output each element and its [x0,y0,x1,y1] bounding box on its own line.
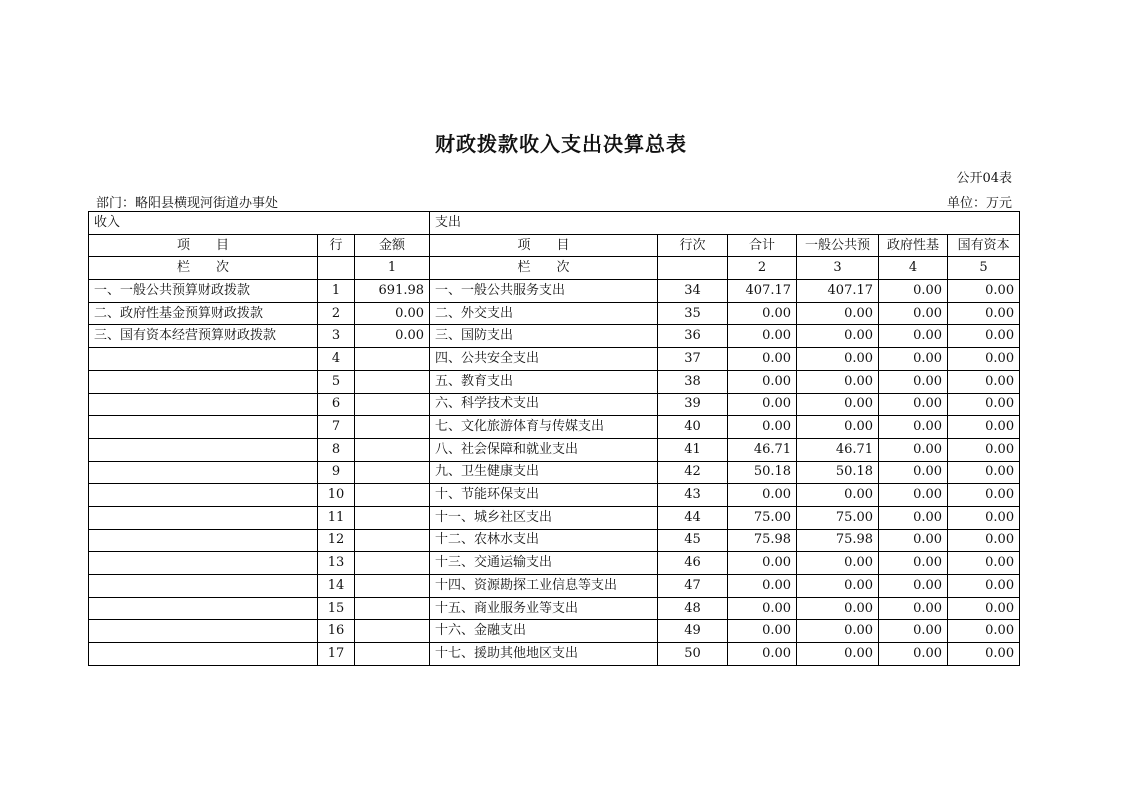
income-section-header: 收入 [89,212,430,235]
expense-item-cell: 十七、援助其他地区支出 [430,643,658,666]
total-cell: 0.00 [728,575,797,598]
total-cell: 46.71 [728,438,797,461]
total-cell: 0.00 [728,370,797,393]
general-budget-cell: 0.00 [797,620,879,643]
amount-cell [355,552,430,575]
general-budget-cell: 0.00 [797,597,879,620]
amount-cell: 691.98 [355,280,430,303]
section-header-row [89,212,1020,235]
expense-item-cell: 十一、城乡社区支出 [430,506,658,529]
expense-row-number-cell: 41 [658,438,728,461]
expense-item-cell: 二、外交支出 [430,302,658,325]
column-index-label-right: 栏 次 [430,257,658,280]
amount-cell [355,506,430,529]
expense-item-cell: 一、一般公共服务支出 [430,280,658,303]
gov-fund-cell: 0.00 [879,393,948,416]
expense-row-number-cell: 39 [658,393,728,416]
gov-fund-cell: 0.00 [879,506,948,529]
total-cell: 0.00 [728,552,797,575]
state-capital-cell: 0.00 [948,506,1020,529]
general-budget-cell: 0.00 [797,552,879,575]
total-cell: 0.00 [728,302,797,325]
table-row [89,643,1020,666]
row-number-cell: 10 [318,484,355,507]
table-row [89,348,1020,371]
table-row [89,506,1020,529]
total-cell: 0.00 [728,484,797,507]
unit-label: 单位：万元 [946,196,1012,211]
expense-row-number-cell: 49 [658,620,728,643]
state-capital-cell: 0.00 [948,280,1020,303]
expense-row-number-cell: 47 [658,575,728,598]
expense-item-cell: 三、国防支出 [430,325,658,348]
gov-fund-cell: 0.00 [879,370,948,393]
gov-fund-cell: 0.00 [879,302,948,325]
column-index-row-no-right [658,257,728,280]
table-row [89,484,1020,507]
expense-item-cell: 十三、交通运输支出 [430,552,658,575]
amount-cell [355,620,430,643]
general-budget-cell: 0.00 [797,484,879,507]
general-budget-cell: 75.00 [797,506,879,529]
gov-fund-cell: 0.00 [879,416,948,439]
income-item-cell [89,643,318,666]
table-row [89,416,1020,439]
expense-row-number-cell: 38 [658,370,728,393]
table-row [89,438,1020,461]
expense-item-cell: 十、节能环保支出 [430,484,658,507]
state-capital-cell: 0.00 [948,325,1020,348]
table-row [89,597,1020,620]
amount-cell [355,484,430,507]
expense-row-no-header: 行次 [658,234,728,257]
column-index-fund: 4 [879,257,948,280]
table-row [89,552,1020,575]
income-item-cell: 一、一般公共预算财政拨款 [89,280,318,303]
income-item-cell [89,484,318,507]
column-index-row [89,257,1020,280]
state-capital-cell: 0.00 [948,302,1020,325]
state-capital-cell: 0.00 [948,438,1020,461]
income-item-header: 项 目 [89,234,318,257]
expense-item-cell: 十五、商业服务业等支出 [430,597,658,620]
row-number-cell: 2 [318,302,355,325]
expense-item-cell: 十二、农林水支出 [430,529,658,552]
amount-cell [355,575,430,598]
income-item-cell [89,370,318,393]
document-title: 财政拨款收入支出决算总表 [435,132,687,156]
total-cell: 0.00 [728,620,797,643]
gov-fund-cell: 0.00 [879,280,948,303]
general-budget-cell: 0.00 [797,370,879,393]
gov-fund-cell: 0.00 [879,575,948,598]
state-capital-cell: 0.00 [948,393,1020,416]
expense-row-number-cell: 45 [658,529,728,552]
total-cell: 0.00 [728,416,797,439]
state-capital-cell: 0.00 [948,620,1020,643]
column-index-label-left: 栏 次 [89,257,318,280]
state-capital-cell: 0.00 [948,416,1020,439]
income-item-cell [89,348,318,371]
expense-row-number-cell: 35 [658,302,728,325]
table-row [89,302,1020,325]
state-capital-cell: 0.00 [948,461,1020,484]
expense-row-number-cell: 43 [658,484,728,507]
gov-fund-header: 政府性基 [879,234,948,257]
row-number-cell: 5 [318,370,355,393]
amount-cell: 0.00 [355,302,430,325]
state-capital-cell: 0.00 [948,370,1020,393]
row-number-cell: 7 [318,416,355,439]
row-number-cell: 17 [318,643,355,666]
total-cell: 75.00 [728,506,797,529]
row-number-cell: 1 [318,280,355,303]
general-budget-cell: 0.00 [797,393,879,416]
state-capital-header: 国有资本 [948,234,1020,257]
table-row [89,393,1020,416]
gov-fund-cell: 0.00 [879,484,948,507]
row-no-header: 行 [318,234,355,257]
table-row [89,575,1020,598]
general-budget-cell: 0.00 [797,643,879,666]
general-budget-cell: 46.71 [797,438,879,461]
expense-item-cell: 九、卫生健康支出 [430,461,658,484]
gov-fund-cell: 0.00 [879,438,948,461]
gov-fund-cell: 0.00 [879,552,948,575]
column-index-capital: 5 [948,257,1020,280]
total-cell: 50.18 [728,461,797,484]
income-item-cell [89,416,318,439]
general-budget-cell: 0.00 [797,348,879,371]
table-row [89,620,1020,643]
amount-cell [355,461,430,484]
column-header-row [89,234,1020,257]
total-header: 合计 [728,234,797,257]
income-item-cell [89,552,318,575]
income-item-cell: 二、政府性基金预算财政拨款 [89,302,318,325]
income-item-cell [89,529,318,552]
expense-section-header: 支出 [430,212,1020,235]
expense-item-cell: 八、社会保障和就业支出 [430,438,658,461]
expense-row-number-cell: 42 [658,461,728,484]
gov-fund-cell: 0.00 [879,529,948,552]
income-item-cell: 三、国有资本经营预算财政拨款 [89,325,318,348]
state-capital-cell: 0.00 [948,597,1020,620]
general-budget-cell: 0.00 [797,325,879,348]
table-row [89,280,1020,303]
table-row [89,370,1020,393]
row-number-cell: 8 [318,438,355,461]
row-number-cell: 6 [318,393,355,416]
gov-fund-cell: 0.00 [879,643,948,666]
general-budget-cell: 0.00 [797,302,879,325]
gov-fund-cell: 0.00 [879,325,948,348]
gov-fund-cell: 0.00 [879,597,948,620]
gov-fund-cell: 0.00 [879,348,948,371]
amount-cell [355,370,430,393]
column-index-general: 3 [797,257,879,280]
general-budget-cell: 407.17 [797,280,879,303]
row-number-cell: 9 [318,461,355,484]
amount-cell [355,597,430,620]
row-number-cell: 3 [318,325,355,348]
amount-cell [355,416,430,439]
state-capital-cell: 0.00 [948,484,1020,507]
row-number-cell: 14 [318,575,355,598]
expense-row-number-cell: 50 [658,643,728,666]
income-item-cell [89,438,318,461]
expense-row-number-cell: 36 [658,325,728,348]
total-cell: 0.00 [728,597,797,620]
income-item-cell [89,620,318,643]
expense-item-cell: 五、教育支出 [430,370,658,393]
row-number-cell: 13 [318,552,355,575]
general-budget-cell: 0.00 [797,575,879,598]
income-item-cell [89,393,318,416]
amount-cell [355,529,430,552]
expense-item-cell: 十六、金融支出 [430,620,658,643]
income-item-cell [89,597,318,620]
budget-table [88,211,1020,666]
row-number-cell: 12 [318,529,355,552]
expense-item-cell: 四、公共安全支出 [430,348,658,371]
total-cell: 75.98 [728,529,797,552]
general-budget-cell: 75.98 [797,529,879,552]
amount-cell [355,438,430,461]
state-capital-cell: 0.00 [948,575,1020,598]
expense-row-number-cell: 40 [658,416,728,439]
total-cell: 0.00 [728,325,797,348]
expense-row-number-cell: 48 [658,597,728,620]
column-index-total: 2 [728,257,797,280]
income-item-cell [89,461,318,484]
expense-row-number-cell: 46 [658,552,728,575]
form-number: 公开04表 [956,171,1012,186]
amount-cell [355,348,430,371]
state-capital-cell: 0.00 [948,552,1020,575]
row-number-cell: 16 [318,620,355,643]
total-cell: 407.17 [728,280,797,303]
gov-fund-cell: 0.00 [879,461,948,484]
expense-row-number-cell: 34 [658,280,728,303]
state-capital-cell: 0.00 [948,529,1020,552]
row-number-cell: 4 [318,348,355,371]
expense-item-cell: 十四、资源勘探工业信息等支出 [430,575,658,598]
total-cell: 0.00 [728,348,797,371]
amount-cell: 0.00 [355,325,430,348]
gov-fund-cell: 0.00 [879,620,948,643]
column-index-amount: 1 [355,257,430,280]
state-capital-cell: 0.00 [948,643,1020,666]
general-budget-cell: 50.18 [797,461,879,484]
income-item-cell [89,506,318,529]
expense-row-number-cell: 37 [658,348,728,371]
total-cell: 0.00 [728,393,797,416]
table-row [89,325,1020,348]
total-cell: 0.00 [728,643,797,666]
row-number-cell: 15 [318,597,355,620]
expense-item-cell: 六、科学技术支出 [430,393,658,416]
amount-cell [355,393,430,416]
column-index-row-no [318,257,355,280]
row-number-cell: 11 [318,506,355,529]
expense-item-cell: 七、文化旅游体育与传媒支出 [430,416,658,439]
expense-row-number-cell: 44 [658,506,728,529]
department-label: 部门：略阳县横现河街道办事处 [96,196,279,211]
amount-cell [355,643,430,666]
income-item-cell [89,575,318,598]
state-capital-cell: 0.00 [948,348,1020,371]
table-row [89,461,1020,484]
general-budget-cell: 0.00 [797,416,879,439]
amount-header: 金额 [355,234,430,257]
general-budget-header: 一般公共预 [797,234,879,257]
expense-item-header: 项 目 [430,234,658,257]
table-row [89,529,1020,552]
